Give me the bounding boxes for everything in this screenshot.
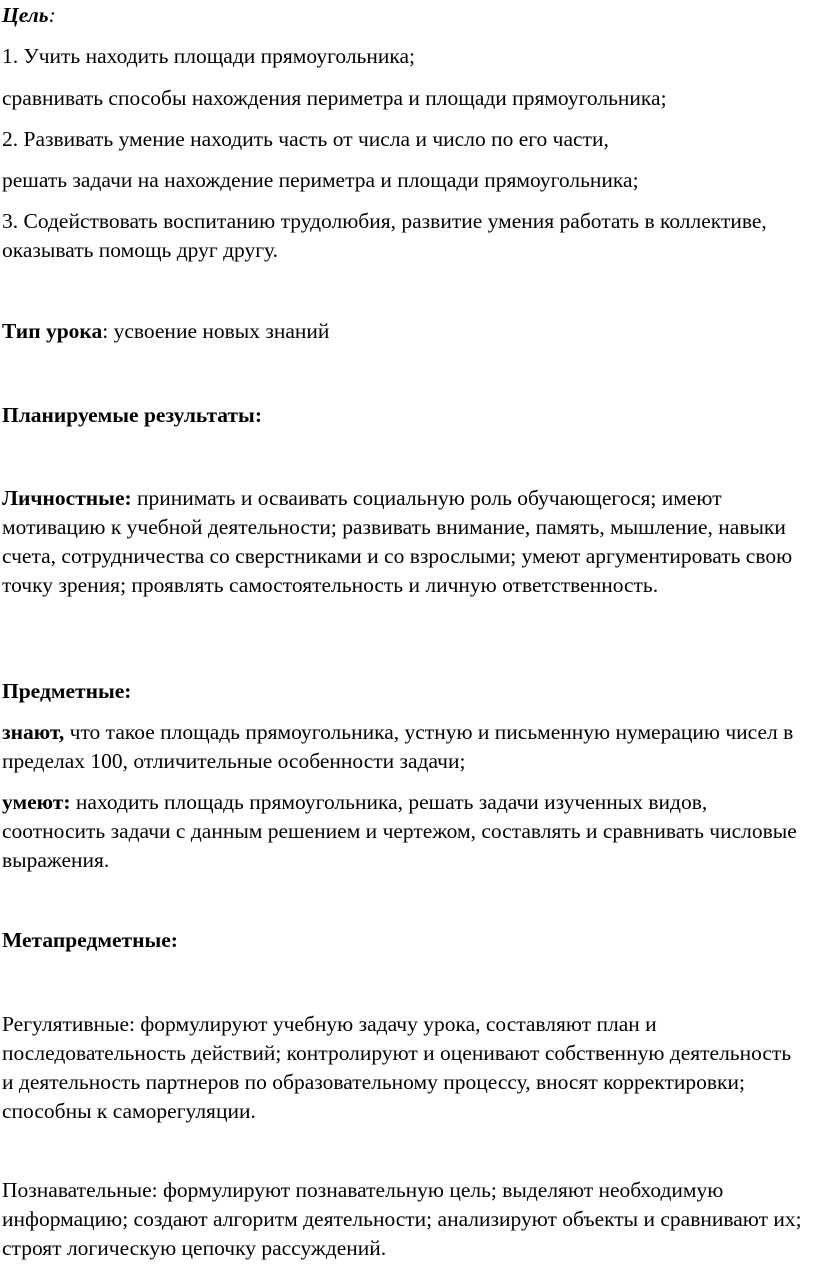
goal-label: Цель (2, 3, 49, 27)
subject-heading-text: Предметные: (2, 679, 132, 703)
lesson-type (2, 317, 329, 346)
subject-know-text: что такое площадь прямоугольника, устную и письменную нумерацию чисел в пределах 100, отличительные особенности задачи; (2, 720, 794, 773)
goal-item-1: 1. Учить находить площади прямоугольника; (2, 44, 416, 68)
goal-item-1-continued: сравнивать способы нахождения периметра и площади прямоугольника; (2, 86, 667, 110)
meta-heading-text: Метапредметные: (2, 928, 178, 952)
goal-item-2-continued: решать задачи на нахождение периметра и площади прямоугольника; (2, 168, 639, 192)
meta-regulative: Регулятивные: формулируют учебную задачу урока, составляют план и последовательность действий; контролируют и оценивают собственную деятельность и деятельность партнеров по образовательному процессу, вносят корректировки; способны к саморегуляции. (2, 1012, 792, 1123)
personal-label: Личностные: (2, 486, 132, 510)
lesson-type-label: Тип урока (2, 319, 103, 343)
personal-results (2, 484, 808, 600)
goal-item-3: 3. Содействовать воспитанию трудолюбия, развитие умения работать в коллективе, оказывать помощь друг другу. (2, 209, 767, 262)
subject-heading (2, 677, 131, 706)
subject-can-text: находить площадь прямоугольника, решать задачи изученных видов, соотносить задачи с данным решением и чертежом, составлять и сравнивать числовые выражения. (2, 790, 797, 872)
subject-know (2, 718, 808, 776)
goal-item-2: 2. Развивать умение находить часть от числа и число по его части, (2, 127, 609, 151)
subject-can-label: умеют: (2, 790, 71, 814)
planned-results-heading-text: Планируемые результаты: (2, 403, 263, 427)
goal-colon: : (48, 3, 56, 27)
meta-cognitive: Познавательные: формулируют познавательную цель; выделяют необходимую информацию; создают алгоритм деятельности; анализируют объекты и сравнивают их; строят логическую цепочку рассуждений. (2, 1178, 802, 1260)
lesson-type-text: : усвоение новых знаний (102, 319, 330, 343)
meta-heading (2, 926, 178, 955)
personal-text: принимать и осваивать социальную роль обучающегося; имеют мотивацию к учебной деятельности; развивать внимание, память, мышление, навыки счета, сотрудничества со сверстниками и со взрослыми; умеют аргументировать свою точку зрения; проявлять самостоятельность и личную ответственность. (2, 486, 793, 597)
planned-results-heading (2, 401, 262, 430)
subject-know-label: знают, (2, 720, 65, 744)
subject-can (2, 788, 808, 875)
goal-heading (2, 1, 56, 30)
